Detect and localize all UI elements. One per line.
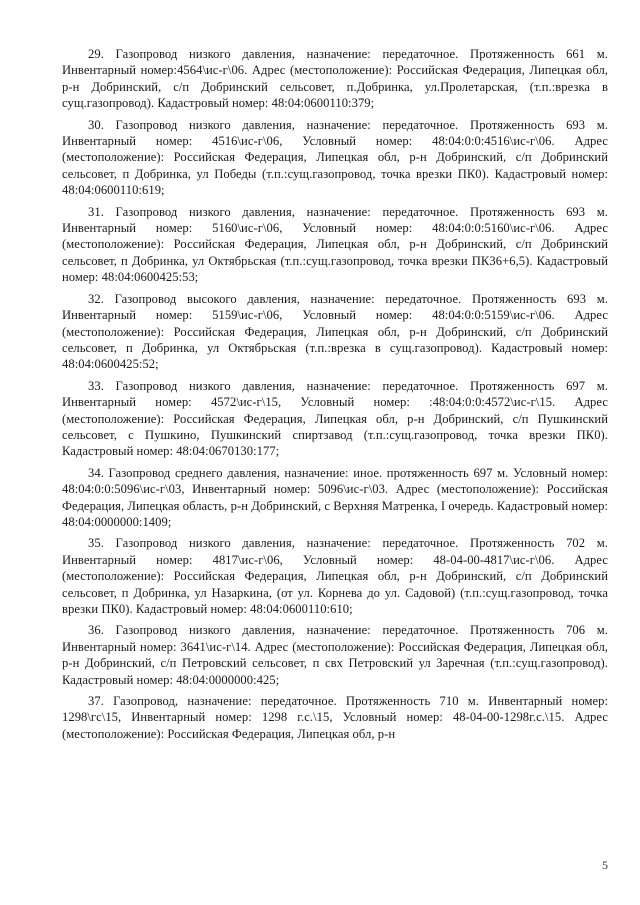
paragraph-34: 34. Газопровод среднего давления, назначение: иное. протяженность 697 м. Условный номер: 48:04:0:0:5096\ис-г\03, Инвентарный номер: 5096\ис-г\03. Адрес (местоположение): Российская Федерация, Липецкая область, р-н Добринский, с Верхняя Матренка, I очередь. Кадастровый номер: 48:04:0000000:1409; bbox=[62, 465, 608, 529]
paragraph-31: 31. Газопровод низкого давления, назначение: передаточное. Протяженность 693 м. Инвентарный номер: 5160\ис-г\06, Условный номер: 48:04:0:0:5160\ис-г\06. Адрес (местоположение): Российская Федерация, Липецкая обл, р-н Добринский, с/п Добринский сельсовет, п Добринка, ул Октябрьская (т.п.:сущ.газопровод, точка врезки ПК36+6,5). Кадастровый номер: 48:04:0600425:53; bbox=[62, 204, 608, 285]
paragraph-33: 33. Газопровод низкого давления, назначение: передаточное. Протяженность 697 м. Инвентарный номер: 4572\ис-г\15, Условный номер: :48:04:0:0:4572\ис-г\15. Адрес (местоположение): Российская Федерация, Липецкая обл, р-н Добринский, с/п Пушкинский сельсовет, с Пушкино, Пушкинский спиртзавод (т.п.:сущ.газопровод, точка врезки ПК0). Кадастровый номер: 48:04:0670130:177; bbox=[62, 378, 608, 459]
paragraph-30: 30. Газопровод низкого давления, назначение: передаточное. Протяженность 693 м. Инвентарный номер: 4516\ис-г\06, Условный номер: 48:04:0:0:4516\ис-г\06. Адрес (местоположение): Российская Федерация, Липецкая обл, р-н Добринский, с/п Добринский сельсовет, п Добринка, ул Победы (т.п.:сущ.газопровод, точка врезки ПК0). Кадастровый номер: 48:04:0600110:619; bbox=[62, 117, 608, 198]
paragraph-36: 36. Газопровод низкого давления, назначение: передаточное. Протяженность 706 м. Инвентарный номер: 3641\ис-г\14. Адрес (местоположение): Российская Федерация, Липецкая обл, р-н Добринский, с/п Петровский сельсовет, п свх Петровский ул Заречная (т.п.:сущ.газопровод). Кадастровый номер: 48:04:0000000:425; bbox=[62, 623, 608, 687]
paragraph-37: 37. Газопровод, назначение: передаточное. Протяженность 710 м. Инвентарный номер: 1298\гс\15, Инвентарный номер: 1298 г.с.\15, Условный номер: 48-04-00-1298г.с.\15. Адрес (местоположение): Российская Федерация, Липецкая обл, р-н bbox=[62, 694, 608, 741]
page-number: 5 bbox=[602, 858, 608, 872]
paragraph-29: 29. Газопровод низкого давления, назначение: передаточное. Протяженность 661 м. Инвентарный номер:4564\ис-г\06. Адрес (местоположение): Российская Федерация, Липецкая обл, р-н Добринский, с/п Добринский сельсовет, п.Добринка, ул.Пролетарская, (т.п.:врезка в сущ.газопровод). Кадастровый номер: 48:04:0600110:379; bbox=[62, 47, 608, 111]
paragraph-32: 32. Газопровод высокого давления, назначение: передаточное. Протяженность 693 м. Инвентарный номер: 5159\ис-г\06, Условный номер: 48:04:0:0:5159\ис-г\06. Адрес (местоположение): Российская Федерация, Липецкая обл, р-н Добринский, с/п Добринский сельсовет, п Добринка, ул Октябрьская (т.п.:врезка в сущ.газопровод). Кадастровый номер: 48:04:0600425:52; bbox=[62, 291, 608, 372]
paragraph-35: 35. Газопровод низкого давления, назначение: передаточное. Протяженность 702 м. Инвентарный номер: 4817\ис-г\06, Условный номер: 48-04-00-4817\ис-г\06. Адрес (местоположение): Российская Федерация, Липецкая обл, р-н Добринский, с/п Добринский сельсовет, п Добринка, ул Назаркина, (от ул. Корнева до ул. Садовой) (т.п.:сущ.газопровод, точка врезки ПК0). Кадастровый номер: 48:04:0600110:610; bbox=[62, 536, 608, 616]
document-body bbox=[62, 46, 608, 747]
